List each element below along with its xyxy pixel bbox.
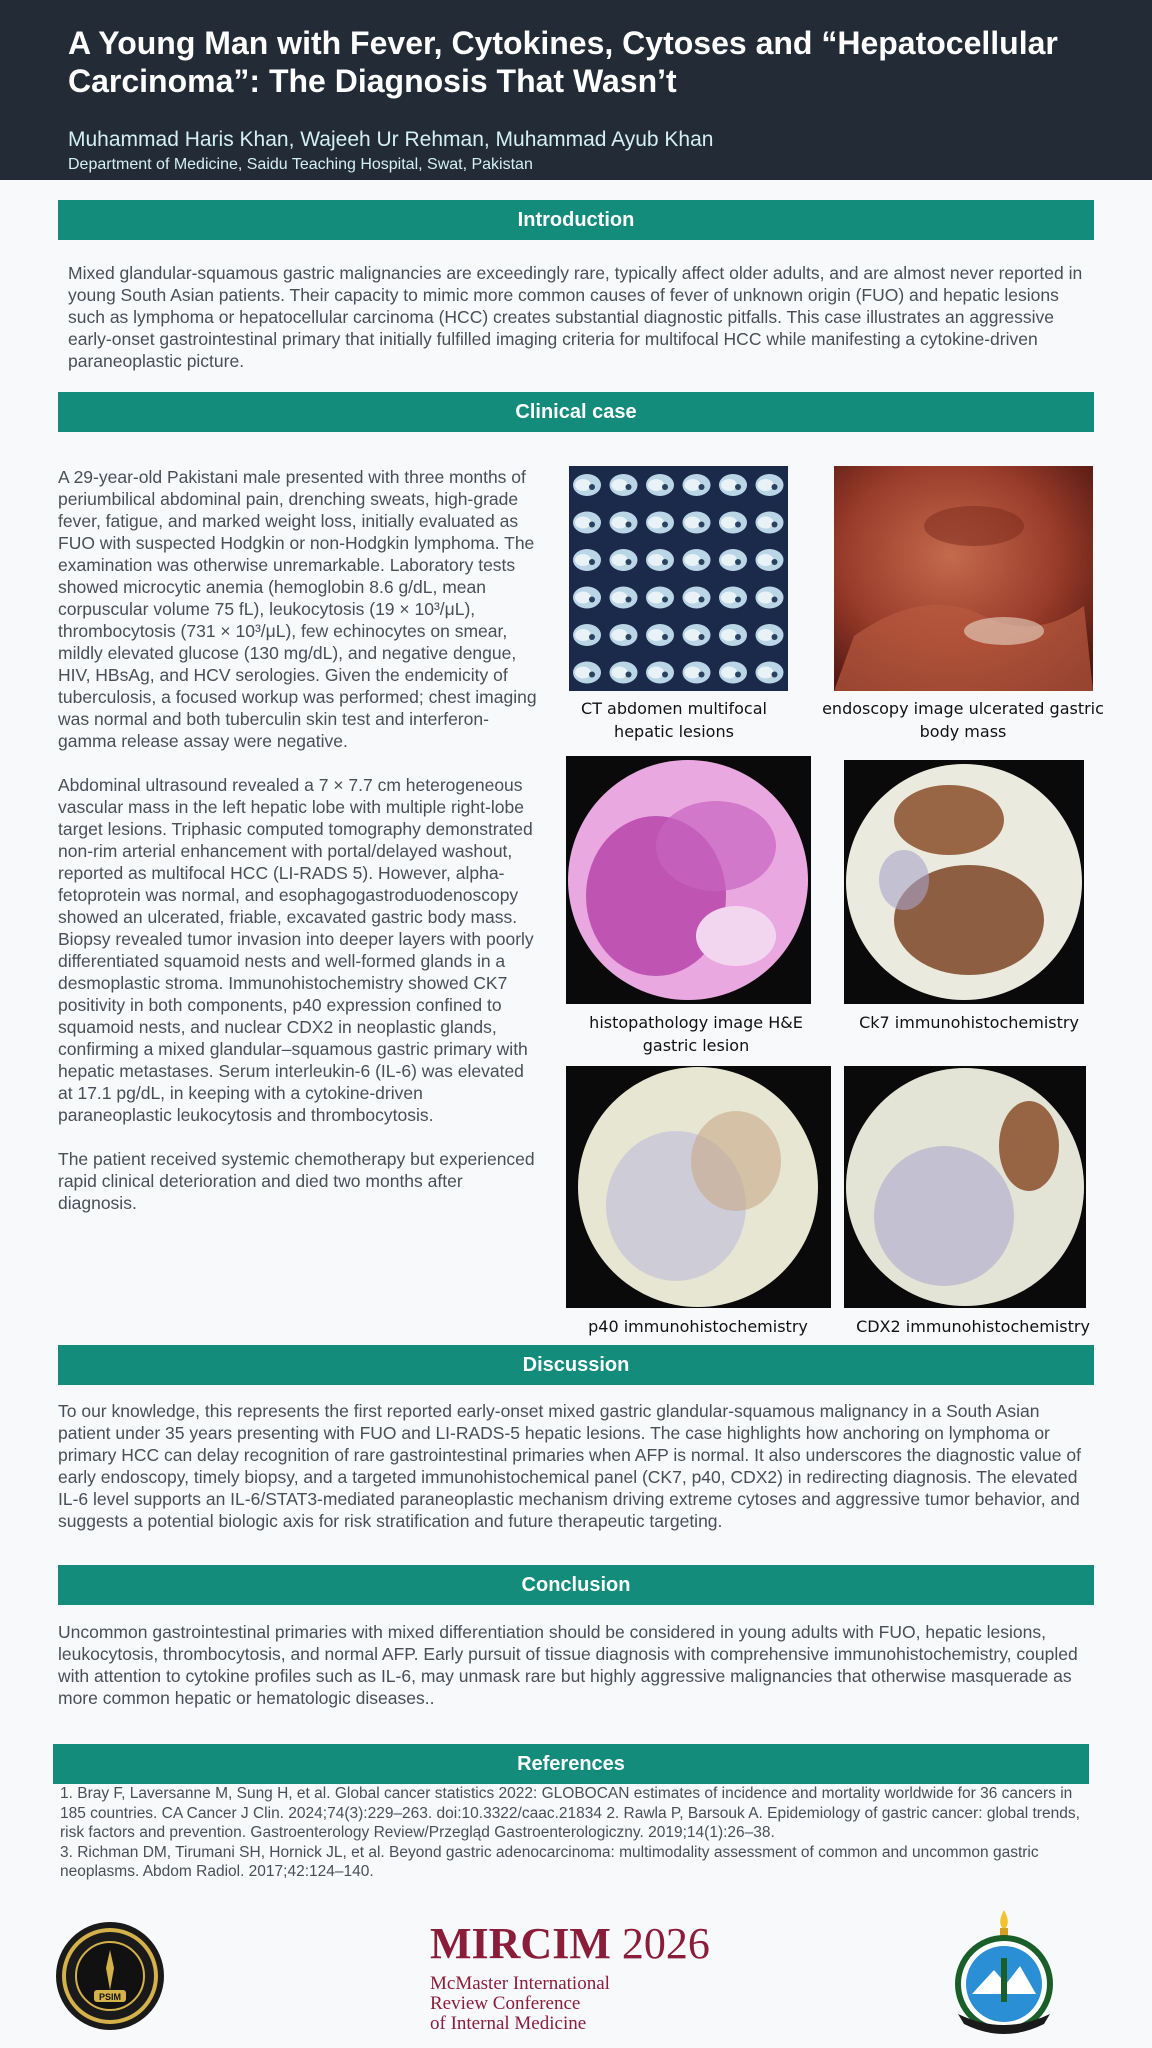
reference-item: 1. Bray F, Laversanne M, Sung H, et al. Global cancer statistics 2022: GLOBOCAN estimates of incidence and mortality worldwide for 36 cancers in 185 countries. CA Cancer J Clin. 2024;74(3):229–263. doi:10.3322/caac.21834 2. Rawla P, Barsouk A. Epidemiology of gastric cancer: global trends, risk factors and prevention. Gastroenterology Review/Przegląd Gastroenterologiczny. 2019;14(1):26–38. xyxy=(60,1785,1080,1841)
endoscopy-image xyxy=(834,466,1093,691)
mircim-logo xyxy=(430,1919,730,2040)
ck7-image xyxy=(844,760,1084,1004)
histopathology-image xyxy=(566,756,811,1004)
introduction-text: Mixed glandular-squamous gastric malignancies are exceedingly rare, typically affect older adults, and are almost never reported in young South Asian patients. Their capacity to mimic more common causes of fever of unknown origin (FUO) and hepatic lesions such as lymphoma or hepatocellular carcinoma (HCC) creates substantial diagnostic pitfalls. This case illustrates an aggressive early-onset gastrointestinal primary that initially fulfilled imaging criteria for multifocal HCC while manifesting a cytokine-driven paraneoplastic picture. xyxy=(68,263,1083,371)
clinical-case-text xyxy=(58,466,540,1214)
mircim-line-3: of Internal Medicine xyxy=(430,2013,587,2034)
cdx2-caption: CDX2 immunohistochemistry xyxy=(856,1317,1090,1336)
clinical-case-paragraph-1: A 29-year-old Pakistani male presented with three months of periumbilical abdominal pain, drenching sweats, high-grade fever, fatigue, and marked weight loss, initially evaluated as FUO with suspected Hodgkin or non-Hodgkin lymphoma. The examination was otherwise unremarkable. Laboratory tests showed microcytic anemia (hemoglobin 8.6 g/dL, mean corpuscular volume 75 fL), leukocytosis (19 × 10³/μL), thrombocytosis (731 × 10³/μL), few echinocytes on smear, mildly elevated glucose (130 mg/dL), and negative dengue, HIV, HBsAg, and HCV serologies. Given the endemicity of tuberculosis, a focused workup was performed; chest imaging was normal and both tuberculin skin test and interferon-gamma release assay were negative. xyxy=(58,467,537,751)
clinical-case-paragraph-2: Abdominal ultrasound revealed a 7 × 7.7 cm heterogeneous vascular mass in the left hepatic lobe with multiple right-lobe target lesions. Triphasic computed tomography demonstrated non-rim arterial enhancement with portal/delayed washout, reported as multifocal HCC (LI-RADS 5). However, alpha-fetoprotein was normal, and esophagogastroduodenoscopy showed an ulcerated, friable, excavated gastric body mass. Biopsy revealed tumor invasion into deeper layers with poorly differentiated squamoid nests and well-formed glands in a desmoplastic stroma. Immunohistochemistry showed CK7 positivity in both components, p40 expression confined to squamoid nests, and nuclear CDX2 in neoplastic glands, confirming a mixed glandular–squamous gastric primary with hepatic metastases. Serum interleukin-6 (IL-6) was elevated at 17.1 pg/dL, in keeping with a cytokine-driven paraneoplastic leukocytosis and thrombocytosis. xyxy=(58,775,534,1125)
poster-title: A Young Man with Fever, Cytokines, Cytoses and “Hepatocellular Carcinoma”: The Diagnosis That Wasn’t xyxy=(68,25,1058,99)
ct-abdomen-image xyxy=(569,466,788,691)
cdx2-image xyxy=(844,1066,1086,1308)
authors: Muhammad Haris Khan, Wajeeh Ur Rehman, Muhammad Ayub Khan xyxy=(68,128,714,151)
clinical-case-heading: Clinical case xyxy=(58,392,1094,432)
endoscopy-caption: endoscopy image ulcerated gastric body mass xyxy=(822,699,1104,741)
reference-item: 3. Richman DM, Tirumani SH, Hornick JL, et al. Beyond gastric adenocarcinoma: multimodality assessment of common and uncommon gastric neoplasms. Abdom Radiol. 2017;42:124–140. xyxy=(60,1843,1039,1880)
saidu-medical-college-logo xyxy=(944,1906,1064,2036)
references-heading: References xyxy=(53,1744,1089,1784)
mircim-year: 2026 xyxy=(621,1919,710,1968)
mircim-line-2: Review Conference xyxy=(430,1993,581,2014)
ck7-caption: Ck7 immunohistochemistry xyxy=(859,1013,1079,1032)
mircim-name: MIRCIM xyxy=(430,1919,611,1968)
p40-image xyxy=(566,1066,831,1308)
department: Department of Medicine, Saidu Teaching Hospital, Swat, Pakistan xyxy=(68,156,533,173)
discussion-heading: Discussion xyxy=(58,1345,1094,1385)
ct-abdomen-caption: CT abdomen multifocal hepatic lesions xyxy=(581,699,767,741)
psim-logo xyxy=(54,1920,166,2032)
histopathology-caption: histopathology image H&E gastric lesion xyxy=(589,1013,803,1055)
clinical-case-paragraph-3: The patient received systemic chemotherapy but experienced rapid clinical deterioration and died two months after diagnosis. xyxy=(58,1149,535,1213)
discussion-text: To our knowledge, this represents the first reported early-onset mixed gastric glandular-squamous malignancy in a South Asian patient under 35 years presenting with FUO and LI-RADS-5 hepatic lesions. The case highlights how anchoring on lymphoma or primary HCC can delay recognition of rare gastrointestinal primaries when AFP is normal. It also underscores the diagnostic value of early endoscopy, timely biopsy, and a targeted immunohistochemical panel (CK7, p40, CDX2) in redirecting diagnosis. The elevated IL-6 level supports an IL-6/STAT3-mediated paraneoplastic mechanism driving extreme cytoses and aggressive tumor behavior, and suggests a potential biologic axis for risk stratification and future therapeutic targeting. xyxy=(58,1401,1081,1531)
psim-abbr: PSIM xyxy=(98,1992,122,2002)
mircim-line-1: McMaster International xyxy=(430,1973,610,1994)
conclusion-heading: Conclusion xyxy=(58,1565,1094,1605)
p40-caption: p40 immunohistochemistry xyxy=(588,1317,808,1336)
poster-header xyxy=(0,0,1152,180)
introduction-heading: Introduction xyxy=(58,200,1094,240)
conclusion-text: Uncommon gastrointestinal primaries with mixed differentiation should be considered in young adults with FUO, hepatic lesions, leukocytosis, thrombocytosis, and normal AFP. Early pursuit of tissue diagnosis with comprehensive immunohistochemistry, coupled with attention to cytokine profiles such as IL-6, may unmask rare but highly aggressive malignancies that otherwise masquerade as more common hepatic or hematologic diseases.. xyxy=(58,1622,1078,1708)
references-list xyxy=(60,1784,1080,1882)
